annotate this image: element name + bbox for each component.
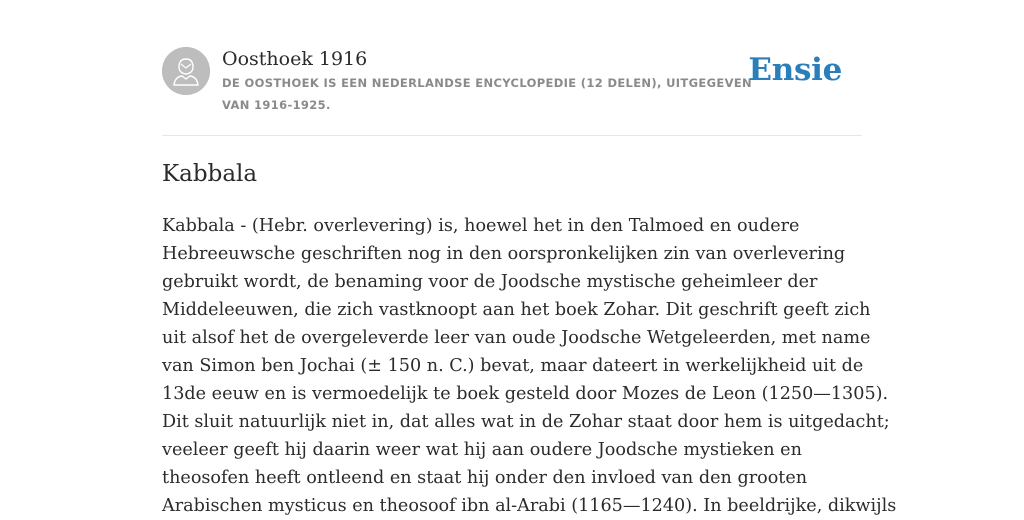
entry-title: Kabbala — [162, 161, 258, 187]
source-header — [162, 47, 862, 135]
entry-body-line: Hebreeuwsche geschriften nog in den oorspronkelijken zin van overlevering — [162, 244, 846, 264]
entry-body-line: veeleer geeft hij daarin weer wat hij aan oudere Joodsche mystieken en — [162, 440, 802, 460]
source-title[interactable]: Oosthoek 1916 — [222, 48, 368, 70]
entry-body-line: theosofen heeft ontleend en staat hij onder den invloed van den grooten — [162, 468, 808, 488]
entry-body-line: Arabischen mysticus en theosoof ibn al-Arabi (1165—1240). In beeldrijke, dikwijls — [162, 496, 897, 516]
entry-body-line: Dit sluit natuurlijk niet in, dat alles wat in de Zohar staat door hem is uitgedacht; — [162, 412, 890, 432]
user-placeholder-icon — [162, 47, 210, 95]
brand-logo-link[interactable]: Ensie — [748, 52, 842, 88]
entry-body — [162, 212, 897, 520]
entry-body-line: van Simon ben Jochai (± 150 n. C.) bevat, maar dateert in werkelijkheid uit de — [162, 356, 864, 376]
entry-body-line: uit alsof het de overgeleverde leer van oude Joodsche Wetgeleerden, met name — [162, 328, 871, 348]
entry-body-line: 13de eeuw en is vermoedelijk te boek gesteld door Mozes de Leon (1250—1305). — [162, 384, 889, 404]
source-description: DE OOSTHOEK IS EEN NEDERLANDSE ENCYCLOPEDIE (12 DELEN), UITGEGEVEN VAN 1916-1925. — [222, 76, 753, 112]
entry-body-line: Middeleeuwen, die zich vastknoopt aan het boek Zohar. Dit geschrift geeft zich — [162, 300, 871, 320]
entry-body-line: gebruikt wordt, de benaming voor de Joodsche mystische geheimleer der — [162, 272, 818, 292]
header-divider — [162, 135, 862, 136]
entry-body-line: Kabbala - (Hebr. overlevering) is, hoewel het in den Talmoed en oudere — [162, 216, 800, 236]
